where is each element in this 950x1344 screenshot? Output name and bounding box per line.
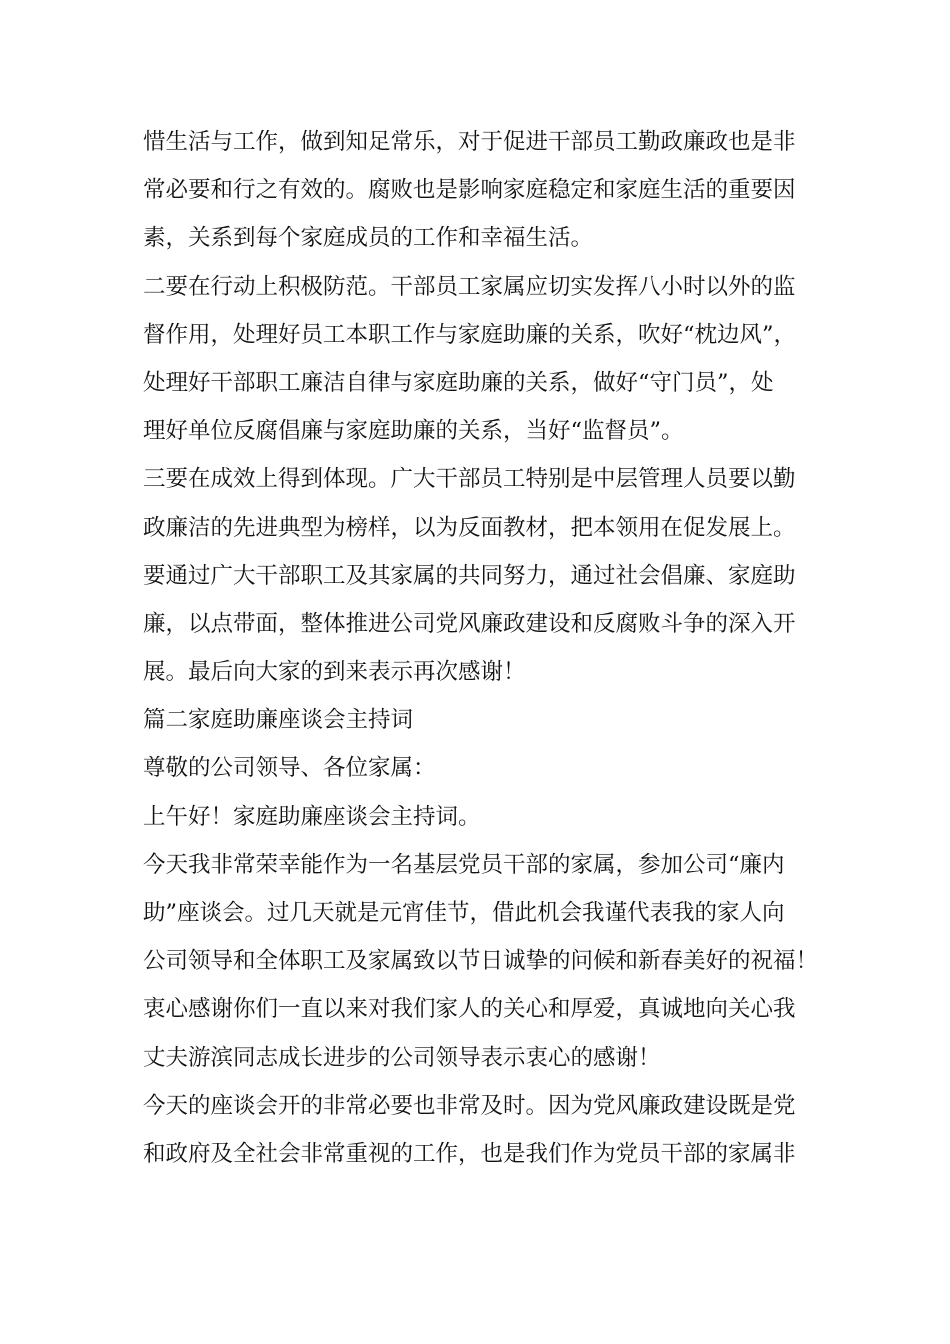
document-body xyxy=(143,118,819,1178)
text-line: 三要在成效上得到体现。广大干部员工特别是中层管理人员要以勤 xyxy=(143,466,796,493)
text-line: 政廉洁的先进典型为榜样，以为反面教材，把本领用在促发展上。 xyxy=(143,514,796,541)
text-line: 今天我非常荣幸能作为一名基层党员干部的家属，参加公司“廉内 xyxy=(143,851,785,878)
text-line: 和政府及全社会非常重视的工作，也是我们作为党员干部的家属非 xyxy=(143,1140,796,1167)
section-heading: 篇二家庭助廉座谈会主持词 xyxy=(143,707,414,734)
text-line: 督作用，处理好员工本职工作与家庭助廉的关系，吹好“枕边风”， xyxy=(143,321,797,348)
text-line: 常必要和行之有效的。腐败也是影响家庭稳定和家庭生活的重要因 xyxy=(143,177,796,204)
text-line: 展。最后向大家的到来表示再次感谢！ xyxy=(143,659,526,686)
text-line: 理好单位反腐倡廉与家庭助廉的关系，当好“监督员”。 xyxy=(143,418,684,445)
text-line: 助”座谈会。过几天就是元宵佳节，借此机会我谨代表我的家人向 xyxy=(143,900,785,926)
text-line: 今天的座谈会开的非常必要也非常及时。因为党风廉政建设既是党 xyxy=(143,1092,796,1119)
salutation: 尊敬的公司领导、各位家属： xyxy=(143,755,436,782)
text-line: 素，关系到每个家庭成员的工作和幸福生活。 xyxy=(143,225,594,252)
text-line: 丈夫游滨同志成长进步的公司领导表示衷心的感谢！ xyxy=(143,1044,661,1071)
text-line: 上午好！家庭助廉座谈会主持词。 xyxy=(143,803,481,830)
text-line: 处理好干部职工廉洁自律与家庭助廉的关系，做好“守门员”，处 xyxy=(143,369,774,396)
text-line: 公司领导和全体职工及家属致以节日诚挚的问候和新春美好的祝福！ xyxy=(143,948,819,975)
text-line: 廉，以点带面，整体推进公司党风廉政建设和反腐败斗争的深入开 xyxy=(143,610,796,637)
text-line: 衷心感谢你们一直以来对我们家人的关心和厚爱，真诚地向关心我 xyxy=(143,996,796,1023)
text-line: 惜生活与工作，做到知足常乐，对于促进干部员工勤政廉政也是非 xyxy=(143,129,796,155)
text-line: 要通过广大干部职工及其家属的共同努力，通过社会倡廉、家庭助 xyxy=(143,562,796,589)
text-line: 二要在行动上积极防范。干部员工家属应切实发挥八小时以外的监 xyxy=(143,273,796,300)
